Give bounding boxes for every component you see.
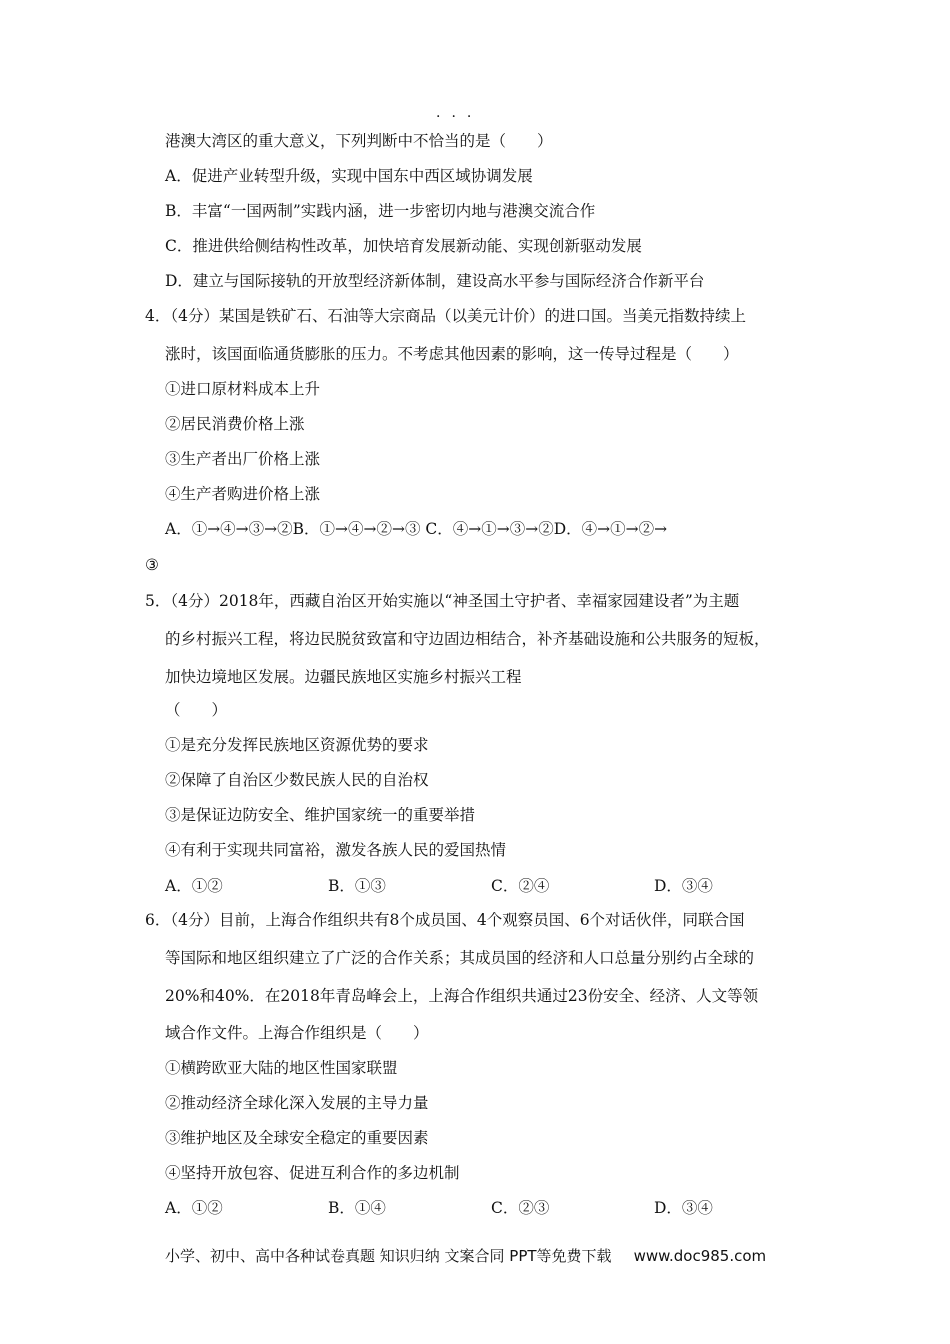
q5-item-1: ①是充分发挥民族地区资源优势的要求 [165, 736, 429, 754]
q6-stem-line-1: 6．（4分）目前，上海合作组织共有8个成员国、4个观察员国、6个对话伙伴，同联合国 [145, 911, 745, 929]
q4-stem-line-1: 4．（4分）某国是铁矿石、石油等大宗商品（以美元计价）的进口国。当美元指数持续上 [145, 307, 746, 325]
q6-options [165, 1198, 817, 1218]
q5-item-2: ②保障了自治区少数民族人民的自治权 [165, 771, 429, 789]
q5-option-c: C．②④ [491, 877, 550, 895]
q3-option-a: A．促进产业转型升级，实现中国东中西区域协调发展 [165, 167, 533, 185]
q6-item-1: ①横跨欧亚大陆的地区性国家联盟 [165, 1059, 398, 1077]
footer-text: 小学、初中、高中各种试卷真题 知识归纳 文案合同 PPT等免费下载 [165, 1247, 612, 1265]
q5-option-a: A．①② [165, 877, 223, 895]
q4-options-line-2: ③ [145, 556, 159, 574]
q3-stem-tail: 港澳大湾区的重大意义，下列判断中不恰当的是（ ） [165, 132, 553, 150]
q4-item-3: ③生产者出厂价格上涨 [165, 450, 321, 468]
q6-stem-line-2: 等国际和地区组织建立了广泛的合作关系；其成员国的经济和人口总量分别约占全球的 [165, 949, 755, 967]
q5-stem-line-2: 的乡村振兴工程，将边民脱贫致富和守边固边相结合，补齐基础设施和公共服务的短板， [165, 630, 770, 648]
q5-option-d: D．③④ [654, 877, 713, 895]
emphasis-dots: ··· [436, 109, 483, 125]
q5-option-b: B．①③ [328, 877, 386, 895]
q5-stem-bracket: （ ） [165, 701, 228, 719]
q3-option-c: C．推进供给侧结构性改革，加快培育发展新动能、实现创新驱动发展 [165, 237, 642, 255]
q4-item-4: ④生产者购进价格上涨 [165, 485, 321, 503]
q6-stem-line-4: 域合作文件。上海合作组织是（ ） [165, 1024, 429, 1042]
q4-item-2: ②居民消费价格上涨 [165, 415, 305, 433]
q6-item-2: ②推动经济全球化深入发展的主导力量 [165, 1094, 429, 1112]
q4-stem-line-2: 涨时，该国面临通货膨胀的压力。不考虑其他因素的影响，这一传导过程是（ ） [165, 345, 739, 363]
footer-url[interactable]: www.doc985.com [633, 1247, 767, 1265]
q6-stem-line-3: 20%和40%．在2018年青岛峰会上，上海合作组织共通过23份安全、经济、人文等领 [165, 987, 759, 1005]
q5-item-4: ④有利于实现共同富裕，激发各族人民的爱国热情 [165, 841, 507, 859]
q4-options-line-1: A．①→④→③→②B．①→④→②→③ C．④→①→③→②D．④→①→②→ [165, 520, 668, 538]
q6-item-4: ④坚持开放包容、促进互利合作的多边机制 [165, 1164, 460, 1182]
q6-option-b: B．①④ [328, 1199, 386, 1217]
q5-options [165, 876, 817, 896]
q3-option-b: B．丰富“一国两制”实践内涵，进一步密切内地与港澳交流合作 [165, 202, 596, 220]
q6-option-a: A．①② [165, 1199, 223, 1217]
q3-option-d: D．建立与国际接轨的开放型经济新体制，建设高水平参与国际经济合作新平台 [165, 272, 705, 290]
q5-item-3: ③是保证边防安全、维护国家统一的重要举措 [165, 806, 476, 824]
q4-item-1: ①进口原材料成本上升 [165, 380, 321, 398]
q6-option-c: C．②③ [491, 1199, 550, 1217]
q6-item-3: ③维护地区及全球安全稳定的重要因素 [165, 1129, 429, 1147]
q5-stem-line-3: 加快边境地区发展。边疆民族地区实施乡村振兴工程 [165, 668, 522, 686]
q6-option-d: D．③④ [654, 1199, 713, 1217]
q5-stem-line-1: 5．（4分）2018年，西藏自治区开始实施以“神圣国土守护者、幸福家园建设者”为主题 [145, 592, 740, 610]
page-footer [165, 1245, 766, 1266]
